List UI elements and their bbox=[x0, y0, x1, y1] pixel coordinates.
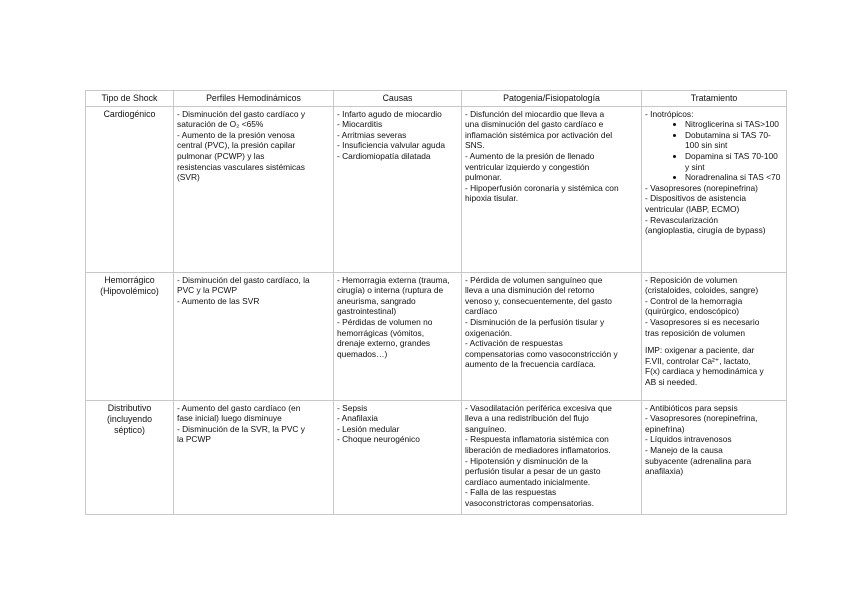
text-line: SNS. bbox=[465, 140, 485, 151]
causas-cell bbox=[334, 400, 462, 514]
text-line: - Disminución de la SVR, la PVC y bbox=[177, 423, 305, 434]
text-line: (quirúrgico, endoscópico) bbox=[645, 306, 740, 317]
text-line: - Activación de respuestas bbox=[465, 338, 563, 349]
text-line: cardíaco bbox=[465, 306, 498, 317]
perfiles-cell bbox=[174, 106, 334, 272]
causas-cell bbox=[334, 106, 462, 272]
text-line: quemados…) bbox=[337, 348, 388, 359]
text-line: - Líquidos intravenosos bbox=[645, 434, 732, 445]
text-line: - Antibióticos para sepsis bbox=[645, 402, 738, 413]
text-line: resistencias vasculares sistémicas bbox=[177, 161, 305, 172]
shock-type: (Hipovolémico) bbox=[100, 285, 159, 296]
text-line: central (PVC), la presión capilar bbox=[177, 140, 296, 151]
text-line: - Respuesta inflamatoria sistémica con bbox=[465, 434, 609, 445]
text-line: gastrointestinal) bbox=[337, 306, 397, 317]
text-line: liberación de mediadores inflamatorios. bbox=[465, 444, 611, 455]
tratamiento-cell bbox=[642, 106, 787, 272]
text-line: - Dispositivos de asistencia bbox=[645, 193, 747, 204]
text-line: fase inicial) luego disminuye bbox=[177, 413, 282, 424]
text-line: - Miocarditis bbox=[337, 119, 383, 130]
text-line: inflamación sistémica por activación del bbox=[465, 129, 613, 140]
shock-type-cell bbox=[86, 272, 174, 400]
text-line: anafilaxia) bbox=[645, 466, 684, 477]
text-line: - Lesión medular bbox=[337, 423, 400, 434]
causas-cell bbox=[334, 272, 462, 400]
shock-type: Distributivo bbox=[107, 402, 152, 413]
patogenia-cell bbox=[462, 400, 642, 514]
text-line: - Vasodilatación periférica excesiva que bbox=[465, 402, 612, 413]
text-line: - Disminución de la perfusión tisular y bbox=[465, 316, 605, 327]
text-line: cirugía) o interna (ruptura de bbox=[337, 285, 444, 296]
shock-type: Cardiogénico bbox=[103, 108, 156, 119]
text-line: - Cardiomiopatía dilatada bbox=[337, 150, 431, 161]
text-line: - Aumento de la presión venosa bbox=[177, 129, 295, 140]
tratamiento-cell bbox=[642, 400, 787, 514]
text-line: - Arritmias severas bbox=[337, 129, 407, 140]
text-line: - Hemorragia externa (trauma, bbox=[337, 274, 450, 285]
table-row bbox=[86, 400, 787, 514]
text-line: (SVR) bbox=[177, 172, 200, 183]
text-line: vasoconstrictoras compensatorias. bbox=[465, 497, 594, 508]
header-tipo: Tipo de Shock bbox=[86, 91, 174, 107]
text-line: tras reposición de volumen bbox=[645, 327, 746, 338]
text-line: ventricular (IABP, ECMO) bbox=[645, 203, 740, 214]
shock-type: (incluyendo bbox=[107, 413, 152, 424]
text-line: - Infarto agudo de miocardio bbox=[337, 108, 442, 119]
text-line: subyacente (adrenalina para bbox=[645, 455, 752, 466]
text-line: - Sepsis bbox=[337, 402, 368, 413]
text-line: - Aumento de las SVR bbox=[177, 295, 260, 306]
patogenia-cell bbox=[462, 272, 642, 400]
text-line: - Vasopresores si es necesario bbox=[645, 316, 760, 327]
list-item: • Dobutamina si TAS 70-100 sin sint bbox=[685, 130, 783, 151]
text-line: - Vasopresores (norepinefrina, bbox=[645, 413, 758, 424]
text-line: PVC y la PCWP bbox=[177, 285, 238, 296]
text-line: oxigenación. bbox=[465, 327, 513, 338]
text-line: perfusión tisular a pesar de un gasto bbox=[465, 466, 601, 477]
table-row bbox=[86, 272, 787, 400]
text-line: epinefrina) bbox=[645, 423, 685, 434]
table-row bbox=[86, 106, 787, 272]
text-line: - Revascularización bbox=[645, 214, 719, 225]
text-line: cardíaco aumentado inicialmente. bbox=[465, 476, 591, 487]
text-line: drenaje externo, grandes bbox=[337, 338, 431, 349]
text-line: saturación de O₂ <65% bbox=[177, 119, 264, 130]
list-item: • Nitroglicerina si TAS>100 bbox=[685, 119, 783, 130]
text-line: - Vasopresores (norepinefrina) bbox=[645, 182, 758, 193]
header-causas: Causas bbox=[334, 91, 462, 107]
text-line: - Aumento de la presión de llenado bbox=[465, 150, 595, 161]
shock-table bbox=[85, 90, 787, 515]
text-line: hipoxia tisular. bbox=[465, 193, 519, 204]
text-line: F(x) cardiaca y hemodinámica y bbox=[645, 366, 764, 377]
text-line: - Manejo de la causa bbox=[645, 444, 723, 455]
text-line: hemorrágicas (vómitos, bbox=[337, 327, 425, 338]
text-line: - Falla de las respuestas bbox=[465, 487, 557, 498]
text-line: aneurisma, sangrado bbox=[337, 295, 416, 306]
header-patogenia: Patogenia/Fisiopatología bbox=[462, 91, 642, 107]
text-line: lleva a una disminución del retorno bbox=[465, 285, 595, 296]
text-line: - Reposición de volumen bbox=[645, 274, 738, 285]
text-line: pulmonar. bbox=[465, 172, 502, 183]
list-item: • Dopamina si TAS 70-100 y sint bbox=[685, 151, 783, 172]
perfiles-cell bbox=[174, 400, 334, 514]
shock-type: Hemorrágico bbox=[104, 274, 155, 285]
text-line: compensatorias como vasoconstricción y bbox=[465, 348, 618, 359]
text-line: AB si needed. bbox=[645, 376, 698, 387]
text-line: - Disminución del gasto cardíaco, la bbox=[177, 274, 310, 285]
text-line: ventricular izquierdo y congestión bbox=[465, 161, 590, 172]
header-perfiles: Perfiles Hemodinámicos bbox=[174, 91, 334, 107]
header-row bbox=[86, 91, 787, 107]
shock-type-cell bbox=[86, 106, 174, 272]
list-item: • Noradrenalina si TAS <70 bbox=[685, 172, 783, 183]
text-line: sanguíneo. bbox=[465, 423, 507, 434]
text-line: IMP: oxigenar a paciente, dar bbox=[645, 345, 755, 356]
text-line: - Inotrópicos: bbox=[645, 108, 694, 119]
text-line: pulmonar (PCWP) y las bbox=[177, 150, 265, 161]
text-line: lleva a una redistribución del flujo bbox=[465, 413, 589, 424]
tratamiento-cell bbox=[642, 272, 787, 400]
text-line: - Insuficiencia valvular aguda bbox=[337, 140, 446, 151]
shock-type-cell bbox=[86, 400, 174, 514]
text-line: aumento de la frecuencia cardíaca. bbox=[465, 359, 596, 370]
text-line: - Hipotensión y disminución de la bbox=[465, 455, 588, 466]
text-line: - Choque neurogénico bbox=[337, 434, 420, 445]
text-line: venoso y, consecuentemente, del gasto bbox=[465, 295, 612, 306]
text-line: F.VII, controlar Ca²⁺, lactato, bbox=[645, 355, 751, 366]
spacer bbox=[645, 338, 783, 345]
header-tratamiento: Tratamiento bbox=[642, 91, 787, 107]
shock-type: séptico) bbox=[114, 424, 145, 435]
bullet-list bbox=[645, 119, 783, 183]
text-line: la PCWP bbox=[177, 434, 211, 445]
text-line: - Disfunción del miocardio que lleva a bbox=[465, 108, 605, 119]
text-line: (cristaloides, coloides, sangre) bbox=[645, 285, 759, 296]
patogenia-cell bbox=[462, 106, 642, 272]
text-line: - Hipoperfusión coronaria y sistémica con bbox=[465, 182, 619, 193]
perfiles-cell bbox=[174, 272, 334, 400]
text-line: - Aumento del gasto cardíaco (en bbox=[177, 402, 301, 413]
text-line: - Pérdida de volumen sanguíneo que bbox=[465, 274, 603, 285]
text-line: una disminución del gasto cardíaco e bbox=[465, 119, 604, 130]
text-line: - Pérdidas de volumen no bbox=[337, 316, 433, 327]
text-line: - Disminución del gasto cardíaco y bbox=[177, 108, 306, 119]
text-line: (angioplastia, cirugía de bypass) bbox=[645, 225, 766, 236]
text-line: - Anafilaxia bbox=[337, 413, 378, 424]
text-line: - Control de la hemorragia bbox=[645, 295, 743, 306]
